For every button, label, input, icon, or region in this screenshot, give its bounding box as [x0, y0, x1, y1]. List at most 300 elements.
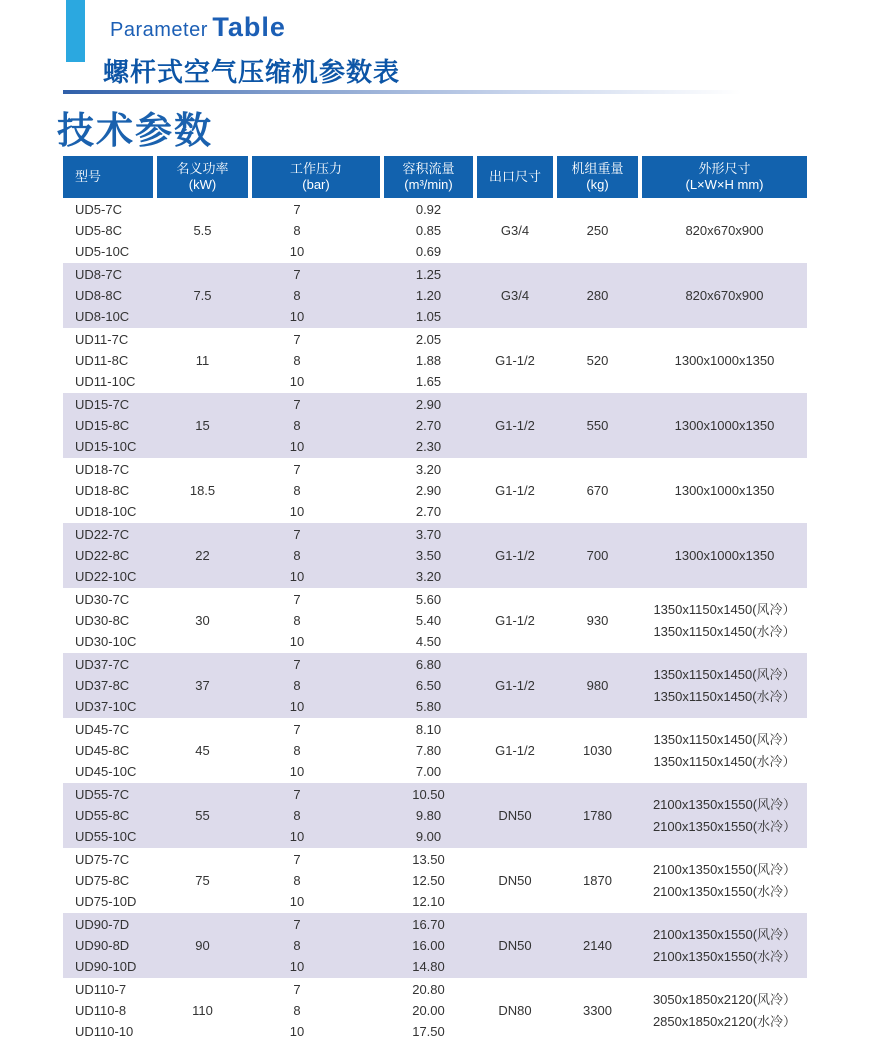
pressure-value: 10 — [289, 699, 305, 714]
pressure-cell — [252, 394, 380, 457]
outlet-cell — [477, 979, 553, 1042]
dimensions-cell — [642, 784, 807, 847]
model-name: UD18-7C — [75, 462, 130, 477]
pressure-cell — [252, 264, 380, 327]
flow-value: 0.92 — [415, 202, 442, 217]
model-name: UD90-7D — [75, 917, 130, 932]
model-name: UD11-8C — [75, 353, 129, 368]
flow-value: 0.69 — [415, 244, 442, 259]
dimension-value: 1300x1000x1350 — [674, 352, 775, 368]
flow-value: 1.65 — [415, 374, 442, 389]
flow-value: 4.50 — [415, 634, 442, 649]
column-header-line: 型号 — [75, 169, 102, 184]
pressure-value: 7 — [293, 527, 301, 542]
pressure-cell — [252, 914, 380, 977]
flow-value: 14.80 — [412, 959, 445, 974]
model-name: UD30-8C — [75, 613, 130, 628]
flow-cell — [384, 264, 473, 327]
dimension-value: 2100x1350x1550(风冷） — [652, 861, 797, 877]
model-name: UD11-10C — [75, 374, 136, 389]
dimension-value: 2850x1850x2120(水冷） — [652, 1013, 797, 1029]
flow-value: 5.40 — [415, 613, 442, 628]
model-name: UD37-10C — [75, 699, 137, 714]
pressure-value: 10 — [289, 504, 305, 519]
dimensions-cell — [642, 719, 807, 782]
power-cell — [157, 654, 248, 717]
weight-cell — [557, 459, 638, 522]
outlet-cell — [477, 719, 553, 782]
weight-cell — [557, 394, 638, 457]
weight-cell — [557, 654, 638, 717]
dimension-value: 1350x1150x1450(水冷） — [653, 688, 796, 704]
model-cell — [63, 979, 153, 1042]
model-name: UD15-7C — [75, 397, 130, 412]
dimension-value: 1350x1150x1450(风冷） — [653, 731, 796, 747]
model-name: UD110-10 — [75, 1024, 134, 1039]
pressure-value: 10 — [289, 764, 305, 779]
pressure-value: 7 — [293, 657, 301, 672]
dimension-value: 2100x1350x1550(水冷） — [652, 948, 797, 964]
table-row-group — [63, 653, 807, 718]
pressure-value: 10 — [289, 959, 305, 974]
outlet-value: G1-1/2 — [495, 613, 535, 628]
table-row-group — [63, 588, 807, 653]
model-name: UD15-8C — [75, 418, 130, 433]
table-row-group — [63, 848, 807, 913]
power-value: 30 — [195, 613, 210, 628]
flow-value: 12.10 — [412, 894, 445, 909]
section-title: 技术参数 — [57, 110, 213, 151]
dimensions-cell — [642, 199, 807, 262]
power-cell — [157, 394, 248, 457]
dimensions-cell — [642, 589, 807, 652]
flow-value: 7.80 — [415, 743, 442, 758]
flow-value: 1.25 — [415, 267, 442, 282]
model-name: UD5-7C — [75, 202, 122, 217]
pressure-value: 7 — [293, 592, 301, 607]
column-header — [252, 156, 380, 198]
flow-value: 2.70 — [415, 504, 442, 519]
pressure-value: 10 — [289, 439, 305, 454]
flow-cell — [384, 784, 473, 847]
dimension-value: 3050x1850x2120(风冷） — [652, 991, 797, 1007]
weight-cell — [557, 199, 638, 262]
flow-cell — [384, 914, 473, 977]
model-name: UD45-10C — [75, 764, 137, 779]
pressure-value: 7 — [293, 332, 301, 347]
model-name: UD90-8D — [75, 938, 130, 953]
table-row-group — [63, 393, 807, 458]
flow-cell — [384, 654, 473, 717]
pressure-value: 10 — [289, 374, 305, 389]
flow-cell — [384, 394, 473, 457]
model-name: UD22-8C — [75, 548, 130, 563]
power-cell — [157, 914, 248, 977]
model-cell — [63, 589, 153, 652]
power-cell — [157, 784, 248, 847]
dimension-value: 820x670x900 — [685, 287, 764, 303]
pressure-cell — [252, 654, 380, 717]
model-cell — [63, 264, 153, 327]
flow-value: 2.30 — [415, 439, 442, 454]
outlet-cell — [477, 199, 553, 262]
weight-value: 280 — [586, 288, 609, 303]
table-row-group — [63, 198, 807, 263]
outlet-cell — [477, 784, 553, 847]
flow-value: 2.05 — [415, 332, 442, 347]
model-cell — [63, 524, 153, 587]
page-eyebrow — [110, 12, 286, 43]
weight-cell — [557, 524, 638, 587]
flow-value: 3.50 — [415, 548, 442, 563]
model-cell — [63, 719, 153, 782]
outlet-value: G1-1/2 — [495, 418, 535, 433]
outlet-value: DN50 — [498, 873, 532, 888]
outlet-value: G3/4 — [500, 288, 530, 303]
outlet-value: DN50 — [498, 808, 532, 823]
column-header-line: 出口尺寸 — [488, 169, 541, 184]
dimension-value: 2100x1350x1550(水冷） — [652, 883, 797, 899]
pressure-value: 8 — [293, 418, 301, 433]
pressure-cell — [252, 849, 380, 912]
power-value: 110 — [192, 1003, 213, 1018]
outlet-cell — [477, 849, 553, 912]
column-header-line: (m³/min) — [404, 177, 453, 192]
outlet-cell — [477, 654, 553, 717]
pressure-value: 8 — [293, 288, 301, 303]
power-cell — [157, 329, 248, 392]
flow-value: 9.80 — [415, 808, 442, 823]
flow-value: 1.05 — [415, 309, 442, 324]
flow-value: 2.90 — [415, 483, 442, 498]
outlet-value: DN80 — [498, 1003, 532, 1018]
flow-value: 2.70 — [415, 418, 442, 433]
outlet-value: G1-1/2 — [495, 743, 535, 758]
pressure-value: 7 — [293, 852, 301, 867]
pressure-value: 7 — [293, 397, 301, 412]
power-value: 15 — [195, 418, 210, 433]
flow-value: 13.50 — [412, 852, 445, 867]
weight-value: 980 — [586, 678, 609, 693]
weight-value: 550 — [586, 418, 609, 433]
pressure-value: 10 — [289, 829, 305, 844]
column-header — [477, 156, 553, 198]
flow-value: 1.20 — [415, 288, 442, 303]
table-row-group — [63, 978, 807, 1043]
flow-value: 16.00 — [412, 938, 445, 953]
flow-value: 20.00 — [412, 1003, 445, 1018]
table-header-row — [63, 156, 807, 198]
model-cell — [63, 654, 153, 717]
weight-value: 250 — [586, 223, 609, 238]
model-name: UD11-7C — [75, 332, 129, 347]
dimensions-cell — [642, 264, 807, 327]
outlet-value: G1-1/2 — [495, 548, 535, 563]
outlet-value: G1-1/2 — [495, 353, 535, 368]
dimensions-cell — [642, 524, 807, 587]
flow-value: 17.50 — [412, 1024, 445, 1039]
pressure-value: 8 — [293, 613, 301, 628]
dimension-value: 2100x1350x1550(风冷） — [652, 796, 797, 812]
flow-value: 9.00 — [415, 829, 442, 844]
weight-value: 700 — [586, 548, 609, 563]
model-name: UD37-7C — [75, 657, 130, 672]
table-row-group — [63, 263, 807, 328]
flow-cell — [384, 199, 473, 262]
power-value: 18.5 — [189, 483, 216, 498]
weight-cell — [557, 264, 638, 327]
power-value: 7.5 — [193, 288, 212, 303]
pressure-value: 10 — [289, 634, 305, 649]
outlet-cell — [477, 524, 553, 587]
eyebrow-bold-text: Table — [212, 12, 286, 42]
dimension-value: 1350x1150x1450(水冷） — [653, 753, 796, 769]
column-header-line: 容积流量 — [402, 161, 455, 176]
flow-value: 10.50 — [412, 787, 445, 802]
weight-value: 1030 — [583, 743, 612, 758]
pressure-value: 7 — [293, 202, 301, 217]
table-row-group — [63, 523, 807, 588]
weight-cell — [557, 589, 638, 652]
outlet-value: G1-1/2 — [495, 678, 535, 693]
model-name: UD110-8 — [75, 1003, 127, 1018]
flow-cell — [384, 849, 473, 912]
flow-cell — [384, 719, 473, 782]
pressure-value: 8 — [293, 353, 301, 368]
column-header — [642, 156, 807, 198]
dimension-value: 1350x1150x1450(水冷） — [653, 623, 796, 639]
flow-value: 5.60 — [415, 592, 442, 607]
weight-cell — [557, 914, 638, 977]
pressure-value: 10 — [289, 309, 305, 324]
column-header-line: (bar) — [302, 177, 330, 192]
parameter-table — [63, 156, 807, 1043]
column-header — [63, 156, 153, 198]
power-value: 75 — [195, 873, 210, 888]
column-header — [384, 156, 473, 198]
model-name: UD22-10C — [75, 569, 137, 584]
power-value: 37 — [195, 678, 210, 693]
model-cell — [63, 459, 153, 522]
gradient-divider — [63, 90, 890, 94]
model-cell — [63, 849, 153, 912]
model-name: UD55-7C — [75, 787, 130, 802]
pressure-value: 10 — [289, 569, 305, 584]
power-cell — [157, 849, 248, 912]
column-header-line: 工作压力 — [289, 161, 342, 176]
flow-value: 7.00 — [415, 764, 442, 779]
flow-cell — [384, 589, 473, 652]
model-name: UD90-10D — [75, 959, 137, 974]
page-subtitle: 螺杆式空气压缩机参数表 — [103, 57, 401, 87]
model-name: UD45-7C — [75, 722, 130, 737]
pressure-value: 8 — [293, 483, 301, 498]
weight-value: 2140 — [583, 938, 612, 953]
flow-value: 6.80 — [415, 657, 442, 672]
pressure-cell — [252, 524, 380, 587]
model-cell — [63, 784, 153, 847]
flow-value: 20.80 — [412, 982, 445, 997]
flow-cell — [384, 524, 473, 587]
column-header — [557, 156, 638, 198]
weight-cell — [557, 979, 638, 1042]
flow-value: 5.80 — [415, 699, 442, 714]
model-name: UD5-10C — [75, 244, 130, 259]
table-row-group — [63, 913, 807, 978]
table-row-group — [63, 718, 807, 783]
column-header-line: (kW) — [188, 177, 217, 192]
accent-bar — [66, 0, 85, 62]
pressure-cell — [252, 199, 380, 262]
model-name: UD15-10C — [75, 439, 137, 454]
pressure-value: 7 — [293, 787, 301, 802]
weight-value: 930 — [586, 613, 609, 628]
weight-cell — [557, 849, 638, 912]
dimensions-cell — [642, 329, 807, 392]
pressure-cell — [252, 459, 380, 522]
model-cell — [63, 329, 153, 392]
weight-value: 520 — [586, 353, 609, 368]
flow-value: 2.90 — [415, 397, 442, 412]
pressure-cell — [252, 329, 380, 392]
flow-value: 6.50 — [415, 678, 442, 693]
flow-cell — [384, 459, 473, 522]
weight-value: 670 — [586, 483, 609, 498]
pressure-cell — [252, 784, 380, 847]
outlet-cell — [477, 459, 553, 522]
flow-value: 12.50 — [412, 873, 445, 888]
outlet-value: G1-1/2 — [495, 483, 535, 498]
model-name: UD30-10C — [75, 634, 137, 649]
dimension-value: 2100x1350x1550(水冷） — [652, 818, 797, 834]
dimensions-cell — [642, 979, 807, 1042]
dimension-value: 2100x1350x1550(风冷） — [652, 926, 797, 942]
model-name: UD22-7C — [75, 527, 130, 542]
weight-cell — [557, 784, 638, 847]
column-header-line: (kg) — [586, 177, 609, 192]
model-name: UD18-10C — [75, 504, 137, 519]
dimension-value: 1300x1000x1350 — [674, 547, 775, 563]
pressure-value: 7 — [293, 462, 301, 477]
pressure-value: 7 — [293, 267, 301, 282]
pressure-value: 10 — [289, 1024, 305, 1039]
power-cell — [157, 199, 248, 262]
column-header-line: (L×W×H mm) — [685, 177, 764, 192]
pressure-value: 10 — [289, 894, 305, 909]
flow-value: 8.10 — [415, 722, 442, 737]
dimensions-cell — [642, 459, 807, 522]
flow-value: 16.70 — [412, 917, 445, 932]
flow-value: 3.70 — [415, 527, 442, 542]
column-header — [157, 156, 248, 198]
weight-cell — [557, 329, 638, 392]
power-cell — [157, 524, 248, 587]
model-name: UD55-8C — [75, 808, 130, 823]
pressure-value: 8 — [293, 808, 301, 823]
flow-value: 0.85 — [415, 223, 442, 238]
column-header-line: 机组重量 — [571, 161, 624, 176]
column-header-line: 外形尺寸 — [698, 161, 751, 176]
pressure-value: 8 — [293, 678, 301, 693]
power-cell — [157, 264, 248, 327]
flow-cell — [384, 329, 473, 392]
dimensions-cell — [642, 654, 807, 717]
model-name: UD8-7C — [75, 267, 122, 282]
flow-value: 1.88 — [415, 353, 442, 368]
power-cell — [157, 719, 248, 782]
outlet-cell — [477, 264, 553, 327]
power-cell — [157, 979, 248, 1042]
model-name: UD45-8C — [75, 743, 130, 758]
outlet-value: DN50 — [498, 938, 532, 953]
pressure-value: 8 — [293, 743, 301, 758]
flow-value: 3.20 — [415, 569, 442, 584]
eyebrow-regular-text: Parameter — [110, 19, 208, 41]
power-cell — [157, 459, 248, 522]
pressure-cell — [252, 589, 380, 652]
outlet-cell — [477, 589, 553, 652]
weight-value: 3300 — [583, 1003, 612, 1018]
model-name: UD75-8C — [75, 873, 130, 888]
dimensions-cell — [642, 914, 807, 977]
model-name: UD110-7 — [75, 982, 127, 997]
flow-cell — [384, 979, 473, 1042]
model-name: UD18-8C — [75, 483, 130, 498]
pressure-value: 7 — [293, 917, 301, 932]
weight-cell — [557, 719, 638, 782]
model-cell — [63, 199, 153, 262]
outlet-value: G3/4 — [500, 223, 530, 238]
model-name: UD8-8C — [75, 288, 122, 303]
dimension-value: 1300x1000x1350 — [674, 417, 775, 433]
weight-value: 1870 — [583, 873, 612, 888]
pressure-value: 8 — [293, 873, 301, 888]
pressure-cell — [252, 979, 380, 1042]
model-name: UD30-7C — [75, 592, 130, 607]
pressure-value: 8 — [293, 938, 301, 953]
dimension-value: 1350x1150x1450(风冷） — [653, 666, 796, 682]
power-value: 90 — [195, 938, 210, 953]
power-cell — [157, 589, 248, 652]
dimension-value: 1350x1150x1450(风冷） — [653, 601, 796, 617]
power-value: 55 — [195, 808, 210, 823]
pressure-value: 8 — [293, 223, 301, 238]
pressure-value: 8 — [293, 1003, 301, 1018]
model-name: UD55-10C — [75, 829, 137, 844]
power-value: 45 — [195, 743, 210, 758]
pressure-cell — [252, 719, 380, 782]
model-name: UD75-10D — [75, 894, 137, 909]
model-cell — [63, 394, 153, 457]
power-value: 11 — [195, 353, 210, 368]
table-row-group — [63, 458, 807, 523]
pressure-value: 7 — [293, 982, 301, 997]
model-name: UD5-8C — [75, 223, 122, 238]
flow-value: 3.20 — [415, 462, 442, 477]
dimension-value: 820x670x900 — [685, 222, 764, 238]
power-value: 5.5 — [193, 223, 212, 238]
pressure-value: 7 — [293, 722, 301, 737]
model-name: UD37-8C — [75, 678, 130, 693]
pressure-value: 10 — [289, 244, 305, 259]
weight-value: 1780 — [583, 808, 612, 823]
pressure-value: 8 — [293, 548, 301, 563]
outlet-cell — [477, 914, 553, 977]
table-row-group — [63, 783, 807, 848]
power-value: 22 — [195, 548, 210, 563]
model-cell — [63, 914, 153, 977]
dimensions-cell — [642, 849, 807, 912]
